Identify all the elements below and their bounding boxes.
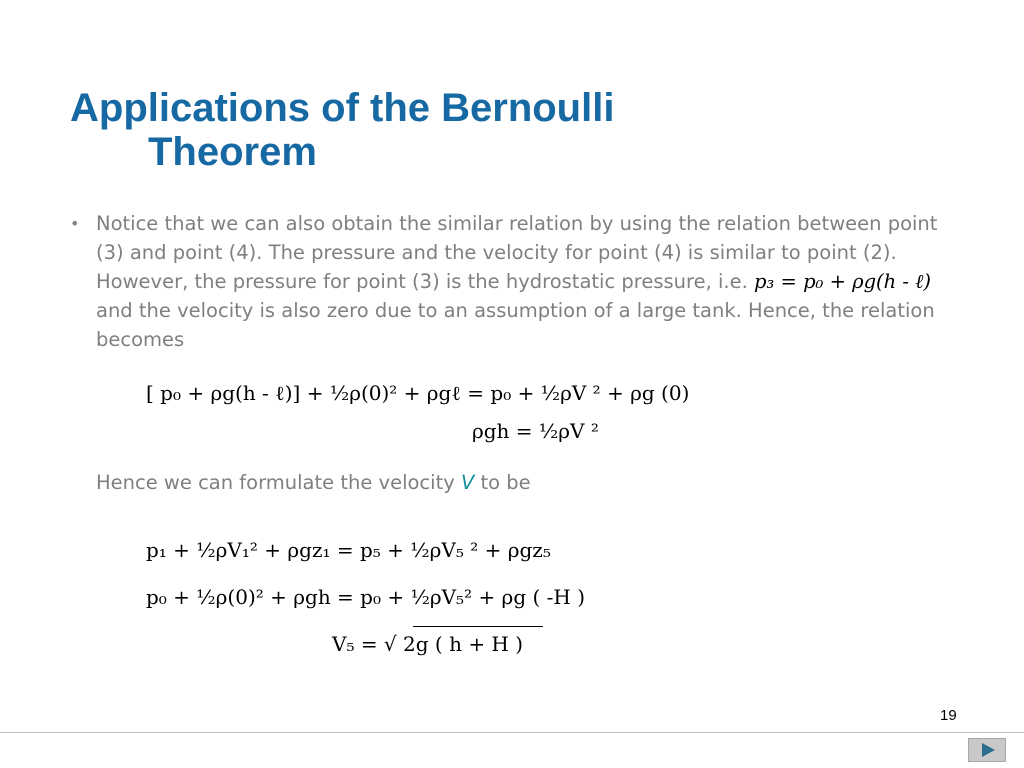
page-number: 19	[940, 707, 957, 724]
footer-divider	[0, 732, 1024, 733]
velocity-variable: V	[460, 471, 475, 494]
hence-text: Hence we can formulate the velocity	[96, 471, 455, 494]
bullet-paragraph	[96, 209, 946, 354]
equation-2: ρgh = ½ρV ²	[472, 419, 599, 443]
equation-5: V₅ = √ 2g ( h + H )	[332, 632, 524, 656]
hence-line	[96, 471, 531, 494]
title-line-1: Applications of the Bernoulli	[70, 86, 615, 130]
inline-formula: p₃ = p₀ + ρg(h - ℓ)	[754, 270, 931, 293]
equation-3: p₁ + ½ρV₁² + ρgz₁ = p₅ + ½ρV₅ ² + ρgz₅	[146, 538, 551, 562]
hence-text-end: to be	[480, 471, 531, 494]
bullet-marker: •	[70, 214, 80, 233]
next-arrow-icon	[980, 742, 996, 758]
next-slide-button[interactable]	[968, 738, 1006, 762]
slide-title	[70, 86, 614, 174]
sqrt-overline	[413, 626, 543, 627]
title-line-2: Theorem	[148, 130, 317, 174]
equation-1: [ p₀ + ρg(h - ℓ)] + ½ρ(0)² + ρgℓ = p₀ + ½ρV ² + ρg (0)	[146, 381, 690, 405]
bullet-text-end: and the velocity is also zero due to an assumption of a large tank. Hence, the relation becomes	[96, 299, 935, 351]
bullet-text-start: Notice that we can also obtain the similar relation by using the relation between point (3) and point (4). The pressure and the velocity for point (4) is similar to point (2). However, the pressure for point (3) is the hydrostatic pressure, i.e.	[96, 212, 938, 293]
equation-4: p₀ + ½ρ(0)² + ρgh = p₀ + ½ρV₅² + ρg ( -H )	[146, 585, 585, 609]
